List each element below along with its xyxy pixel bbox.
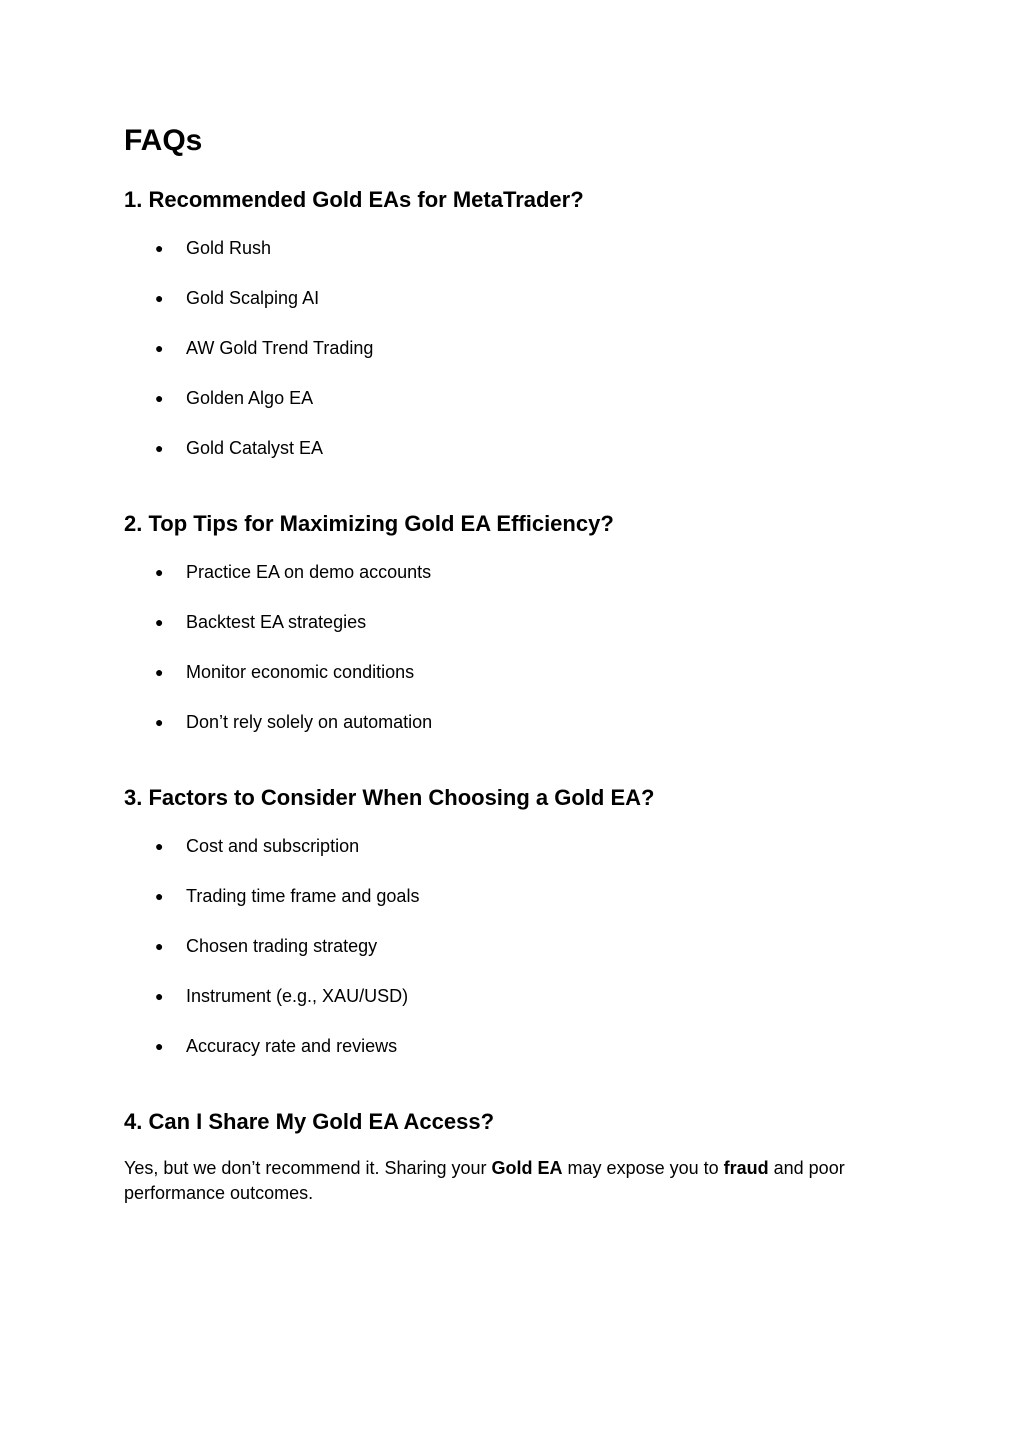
section-heading-top-tips: 2. Top Tips for Maximizing Gold EA Efficiency?	[124, 511, 614, 536]
bullet-icon: ●	[155, 1038, 164, 1054]
page-title: FAQs	[124, 124, 203, 157]
list-item-text: Trading time frame and goals	[186, 886, 420, 906]
list-item-text: Instrument (e.g., XAU/USD)	[186, 986, 409, 1006]
list-item-text: Gold Scalping AI	[186, 288, 320, 308]
answer-bold-gold-ea: Gold EA	[491, 1158, 563, 1178]
list-item-text: Cost and subscription	[186, 836, 360, 856]
list-item-text: AW Gold Trend Trading	[186, 338, 374, 358]
bullet-icon: ●	[155, 240, 164, 256]
bullet-icon: ●	[155, 938, 164, 954]
bullet-icon: ●	[155, 290, 164, 306]
bullet-icon: ●	[155, 390, 164, 406]
bullet-icon: ●	[155, 340, 164, 356]
section-heading-share-access: 4. Can I Share My Gold EA Access?	[124, 1109, 495, 1134]
bullet-icon: ●	[155, 888, 164, 904]
list-item-text: Accuracy rate and reviews	[186, 1036, 398, 1056]
bullet-icon: ●	[155, 664, 164, 680]
answer-text-2: may expose you to	[562, 1158, 724, 1178]
answer-text-3: and poor performance outcomes.	[124, 1158, 845, 1203]
list-item-text: Gold Rush	[186, 238, 272, 258]
list-item-text: Gold Catalyst EA	[186, 438, 324, 458]
list-item-text: Chosen trading strategy	[186, 936, 378, 956]
section-heading-factors: 3. Factors to Consider When Choosing a Gold EA?	[124, 785, 655, 810]
bullet-icon: ●	[155, 564, 164, 580]
list-item-text: Golden Algo EA	[186, 388, 314, 408]
share-access-answer	[124, 1156, 894, 1206]
bullet-icon: ●	[155, 614, 164, 630]
bullet-icon: ●	[155, 988, 164, 1004]
bullet-icon: ●	[155, 714, 164, 730]
bullet-icon: ●	[155, 440, 164, 456]
section-heading-recommended-eas: 1. Recommended Gold EAs for MetaTrader?	[124, 187, 584, 212]
list-item-text: Practice EA on demo accounts	[186, 562, 432, 582]
answer-bold-fraud: fraud	[723, 1158, 769, 1178]
answer-text-1: Yes, but we don’t recommend it. Sharing your	[124, 1158, 492, 1178]
list-item-text: Don’t rely solely on automation	[186, 712, 433, 732]
list-item-text: Monitor economic conditions	[186, 662, 415, 682]
bullet-icon: ●	[155, 838, 164, 854]
list-item-text: Backtest EA strategies	[186, 612, 367, 632]
